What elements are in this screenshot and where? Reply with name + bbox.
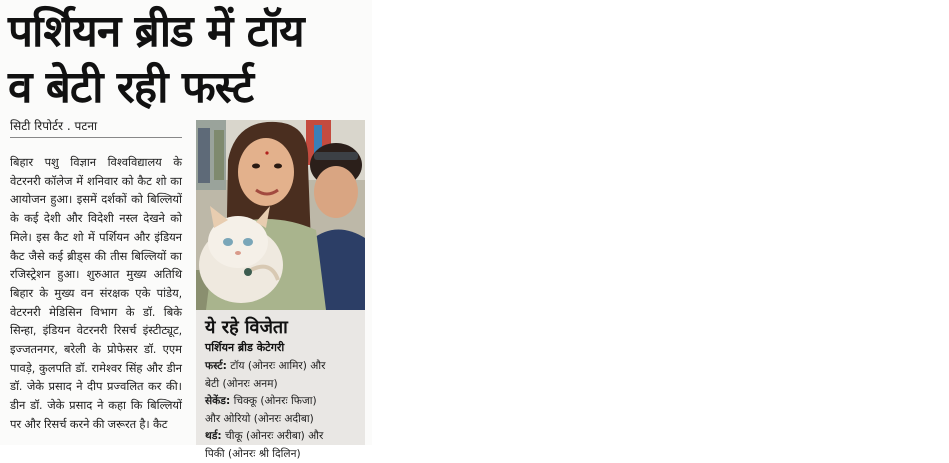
winner-line: पिकी (ओनरः श्री दिलिन) <box>205 446 363 463</box>
byline: सिटी रिपोर्टर . पटना <box>10 118 182 134</box>
byline-divider <box>10 137 182 138</box>
winners-list <box>205 358 363 463</box>
article-body: बिहार पशु विज्ञान विश्वविद्यालय के वेटरनरी कॉलेज में शनिवार को कैट शो का आयोजन हुआ। इसमें दर्शकों को बिल्लियों के कई देशी और विदेशी नस्ल देखने को मिले। इस कैट शो में पर्शियन और इंडियन कैट जैसे कई ब्रीड्स की तीस बिल्लियों का रजिस्ट्रेशन हुआ। शुरुआत मुख्य अतिथि बिहार के मुख्य वन संरक्षक एके पांडेय, वेटरनरी मेडिसिन विभाग के डॉ. बिके सिन्हा, इंडियन वेटरनरी रिसर्च इंस्टीट्यूट, इज्जतनगर, बरेली के प्रोफेसर डॉ. एएम पावड़े, कुलपति डॉ. रामेश्वर सिंह और डीन डॉ. जेके प्रसाद ने दीप प्रज्वलित कर की। डीन डॉ. जेके प्रसाद ने कहा कि बिल्लियों पर और रिसर्च करने की जरूरत है। कैट <box>10 153 182 445</box>
winners-title: ये रहे विजेता <box>205 316 288 340</box>
winners-category: पर्शियन ब्रीड केटेगरी <box>205 341 284 355</box>
winner-line: सेकेंड: चिक्कू (ओनरः फिजा) <box>205 393 363 411</box>
newspaper-clipping <box>0 0 372 445</box>
headline-line-2: व बेटी रही फर्स्ट <box>8 60 370 116</box>
cat-show-photo <box>196 120 365 310</box>
photo-illustration <box>196 120 365 310</box>
winners-box <box>196 310 365 445</box>
winner-line: और ओरियो (ओनरः अदीबा) <box>205 411 363 429</box>
winner-line: फर्स्ट: टॉय (ओनरः आमिर) और <box>205 358 363 376</box>
headline <box>8 4 370 116</box>
headline-line-1: पर्शियन ब्रीड में टॉय <box>8 4 370 60</box>
winner-line: बेटी (ओनरः अनम) <box>205 376 363 394</box>
winner-line: थर्ड: चीकू (ओनरः अरीबा) और <box>205 428 363 446</box>
